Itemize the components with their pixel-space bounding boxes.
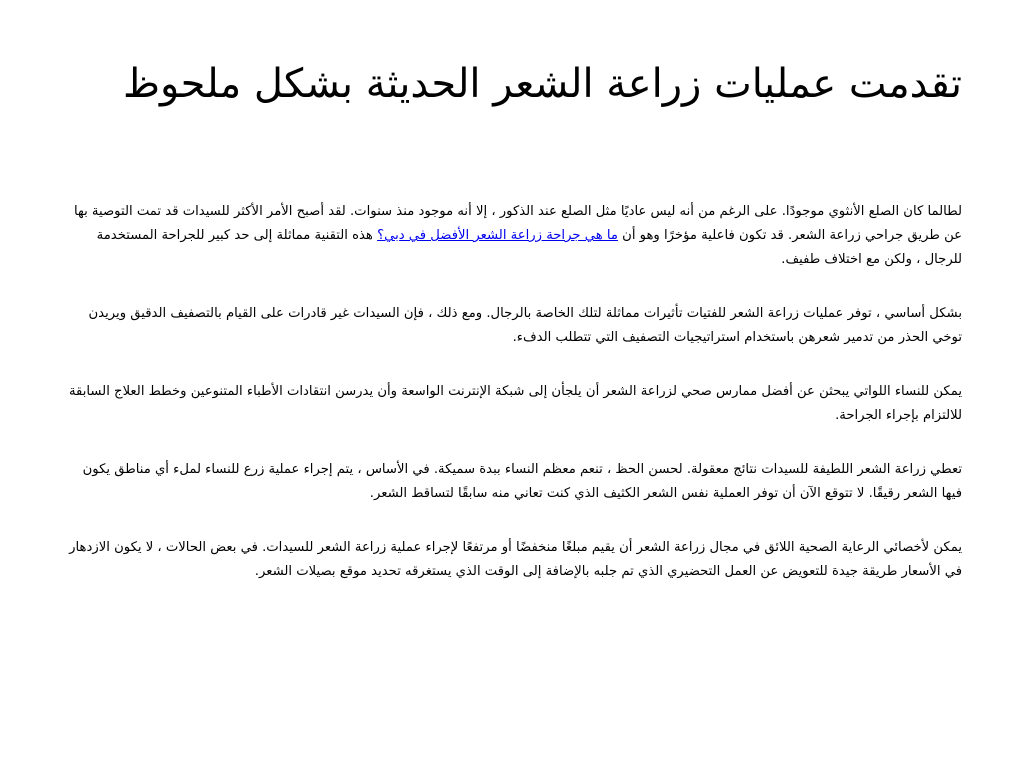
paragraph-2: بشكل أساسي ، توفر عمليات زراعة الشعر للفتيات تأثيرات مماثلة لتلك الخاصة بالرجال. ومع ذلك ، فإن السيدات غير قادرات على القيام بالتصفيف الدقيق ويريدن توخي الحذر من تدمير شعرهن باستخدام استراتيجيات التصفيف التي تتطلب الدفء. — [88, 306, 962, 345]
paragraph-4: تعطي زراعة الشعر اللطيفة للسيدات نتائج معقولة. لحسن الحظ ، تنعم معظم النساء ببدة سميكة. في الأساس ، يتم إجراء عملية زرع للنساء لملء أي مناطق يكون فيها الشعر رقيقًا. لا تتوقع الآن أن توفر العملية نفس الشعر الكثيف الذي كنت تعاني منه سابقًا لتساقط الشعر. — [82, 462, 962, 501]
paragraph-5: يمكن لأخصائي الرعاية الصحية اللائق في مجال زراعة الشعر أن يقيم مبلغًا منخفضًا أو مرتفعًا لإجراء عملية زراعة الشعر للسيدات. في بعض الحالات ، لا يكون الازدهار في الأسعار طريقة جيدة للتعويض عن العمل التحضيري الذي تم جلبه بالإضافة إلى الوقت الذي يستغرقه تحديد موقع بصيلات الشعر. — [69, 540, 962, 579]
slide-title: تقدمت عمليات زراعة الشعر الحديثة بشكل ملحوظ — [122, 61, 962, 107]
paragraph-1-text-after: هذه التقنية مماثلة إلى حد كبير للجراحة المستخدمة للرجال ، ولكن مع اختلاف طفيف. — [96, 228, 962, 267]
slide-body — [60, 200, 962, 614]
hair-transplant-dubai-link[interactable]: ما هي جراحة زراعة الشعر الأفضل في دبي؟ — [377, 228, 618, 243]
paragraph-1-text-before: لطالما كان الصلع الأنثوي موجودًا. على الرغم من أنه ليس عاديًا مثل الصلع عند الذكور ، إلا أنه موجود منذ سنوات. لقد أصبح الأمر الأكثر للسيدات قد تمت التوصية بها عن طريق جراحي زراعة الشعر. قد تكون فاعلية مؤخرًا وهو أن — [73, 204, 962, 243]
paragraph-3: يمكن للنساء اللواتي يبحثن عن أفضل ممارس صحي لزراعة الشعر أن يلجأن إلى شبكة الإنترنت الواسعة وأن يدرسن انتقادات الأطباء المتنوعين وخطط العلاج السابقة للالتزام بإجراء الجراحة. — [68, 384, 962, 423]
paragraph-1 — [60, 200, 962, 272]
